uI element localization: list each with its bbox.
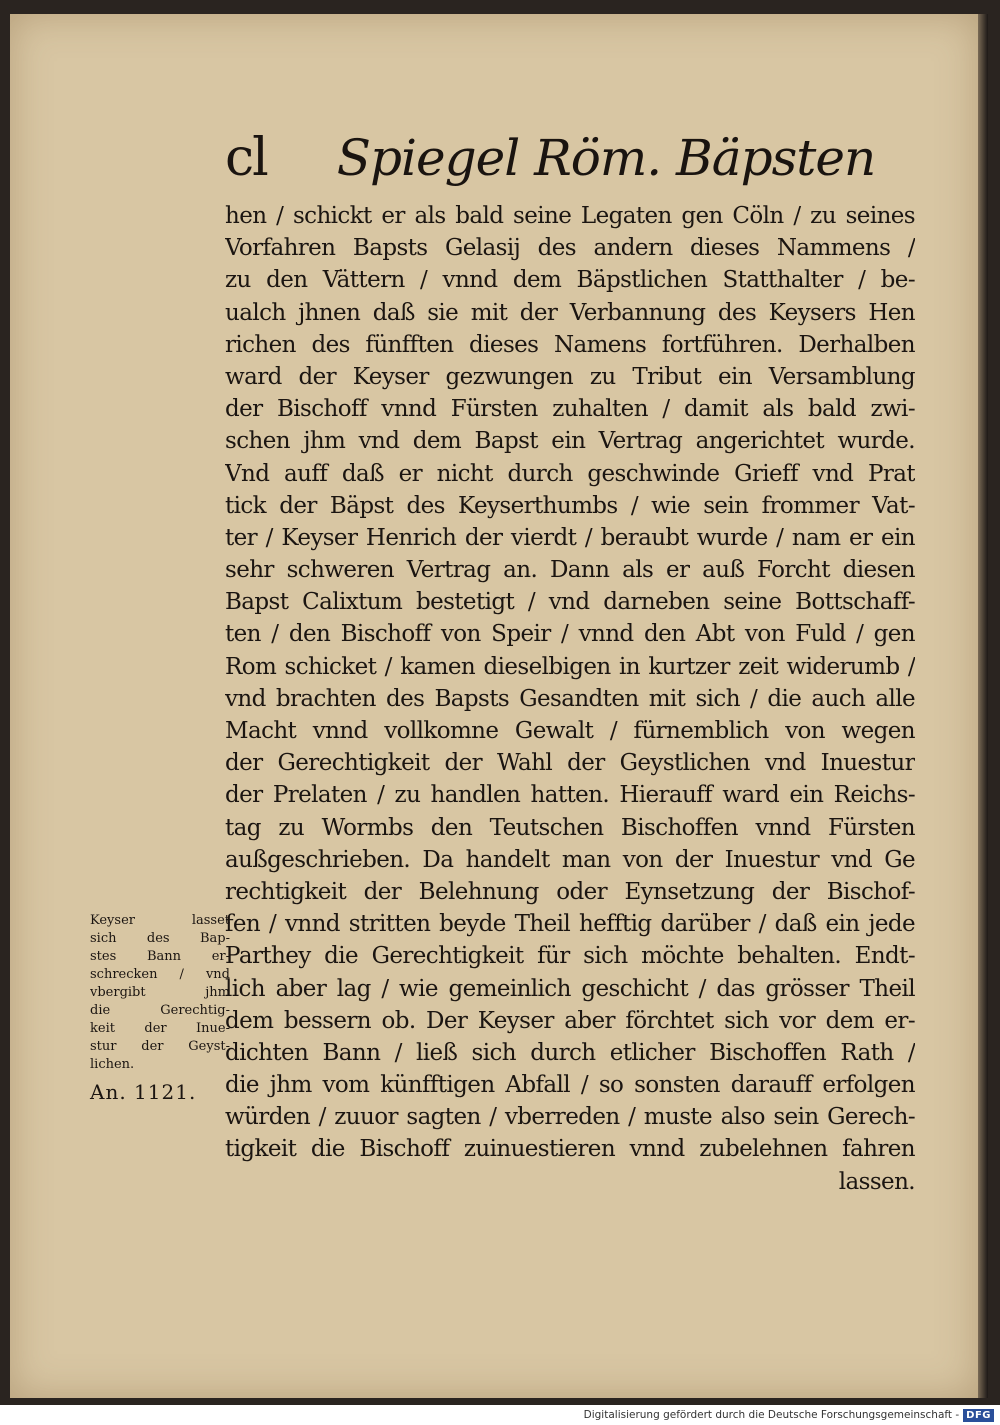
marginal-note-line: Keyser lasset xyxy=(90,913,230,928)
folio-number: cl xyxy=(225,128,267,188)
text-line: der Prelaten / zu handlen hatten. Hierauff ward ein Reichs- xyxy=(225,782,915,809)
marginal-note-line: lichen. xyxy=(90,1057,135,1072)
running-title: Spiegel Röm. Bäpsten xyxy=(336,129,876,187)
text-line: ward der Keyser gezwungen zu Tribut ein Versamblung xyxy=(225,363,915,390)
page-header xyxy=(225,128,925,198)
marginal-note-line: schrecken / vnd xyxy=(90,967,230,982)
text-line: richen des fünfften dieses Namens fortführen. Derhalben xyxy=(225,331,915,358)
text-line: der Gerechtigkeit der Wahl der Geystlichen vnd Inuestur xyxy=(225,750,915,777)
text-line: Macht vnnd vollkomne Gewalt / fürnemblich von wegen xyxy=(225,718,915,744)
dfg-logo: DFG xyxy=(963,1409,994,1422)
text-line: vnd brachten des Bapsts Gesandten mit sich / die auch alle xyxy=(225,685,915,712)
marginal-note-line: sich des Bap- xyxy=(90,931,230,946)
marginal-note-line: vbergibt jhm xyxy=(90,985,230,1000)
page-edge xyxy=(978,14,988,1398)
text-line: außgeschrieben. Da handelt man von der Inuestur vnd Ge xyxy=(225,846,915,873)
text-line: zu den Vättern / vnnd dem Bäpstlichen Statthalter / be- xyxy=(225,267,915,294)
text-line: Parthey die Gerechtigkeit für sich möchte behalten. Endt- xyxy=(225,943,915,970)
text-line: schen jhm vnd dem Bapst ein Vertrag angerichtet wurde. xyxy=(225,428,915,455)
text-line: tag zu Wormbs den Teutschen Bischoffen vnnd Fürsten xyxy=(225,814,915,841)
footer-credit: Digitalisierung gefördert durch die Deutsche Forschungsgemeinschaft - xyxy=(583,1409,960,1421)
footer-bar xyxy=(0,1405,1000,1425)
text-line: tigkeit die Bischoff zuinuestieren vnnd zubelehnen fahren xyxy=(225,1136,915,1163)
text-line: hen / schickt er als bald seine Legaten gen Cöln / zu seines xyxy=(225,203,915,229)
marginal-note-line: stur der Geyst- xyxy=(90,1039,230,1054)
text-line: lassen. xyxy=(838,1168,915,1195)
marginal-note-line: keit der Inue- xyxy=(90,1021,230,1036)
marginal-note xyxy=(90,912,230,1104)
text-line: Vorfahren Bapsts Gelasij des andern dieses Nammens / xyxy=(225,235,915,262)
text-line: ter / Keyser Henrich der vierdt / beraubt wurde / nam er ein xyxy=(225,524,915,551)
text-line: tick der Bäpst des Keyserthumbs / wie sein frommer Vat- xyxy=(225,492,915,519)
text-line: lich aber lag / wie gemeinlich geschicht / das grösser Theil xyxy=(225,975,915,1002)
text-line: rechtigkeit der Belehnung oder Eynsetzung der Bischof- xyxy=(225,878,915,905)
marginal-note-line: die Gerechtig- xyxy=(90,1003,230,1018)
text-line: fen / vnnd stritten beyde Theil hefftig darüber / daß ein jede xyxy=(225,911,915,938)
text-line: sehr schweren Vertrag an. Dann als er auß Forcht diesen xyxy=(225,557,915,584)
text-line: ualch jhnen daß sie mit der Verbannung des Keysers Hen xyxy=(225,299,915,326)
text-line: dichten Bann / ließ sich durch etlicher Bischoffen Rath / xyxy=(225,1039,915,1066)
text-line: würden / zuuor sagten / vberreden / muste also sein Gerech- xyxy=(225,1104,915,1131)
text-line: ten / den Bischoff von Speir / vnnd den Abt von Fuld / gen xyxy=(225,621,915,648)
text-line: der Bischoff vnnd Fürsten zuhalten / damit als bald zwi- xyxy=(225,396,915,423)
marginal-year: An. 1121. xyxy=(90,1080,197,1104)
marginal-note-line: stes Bann er- xyxy=(90,949,230,964)
text-line: die jhm vom künfftigen Abfall / so sonsten darauff erfolgen xyxy=(225,1072,915,1099)
text-line: Vnd auff daß er nicht durch geschwinde Grieff vnd Prat xyxy=(225,460,915,487)
main-text-block xyxy=(225,200,915,1198)
text-line: Rom schicket / kamen dieselbigen in kurtzer zeit widerumb / xyxy=(225,653,915,680)
text-line: dem bessern ob. Der Keyser aber förchtet sich vor dem er- xyxy=(225,1007,915,1034)
text-line: Bapst Calixtum bestetigt / vnd darneben seine Bottschaff- xyxy=(225,589,915,616)
